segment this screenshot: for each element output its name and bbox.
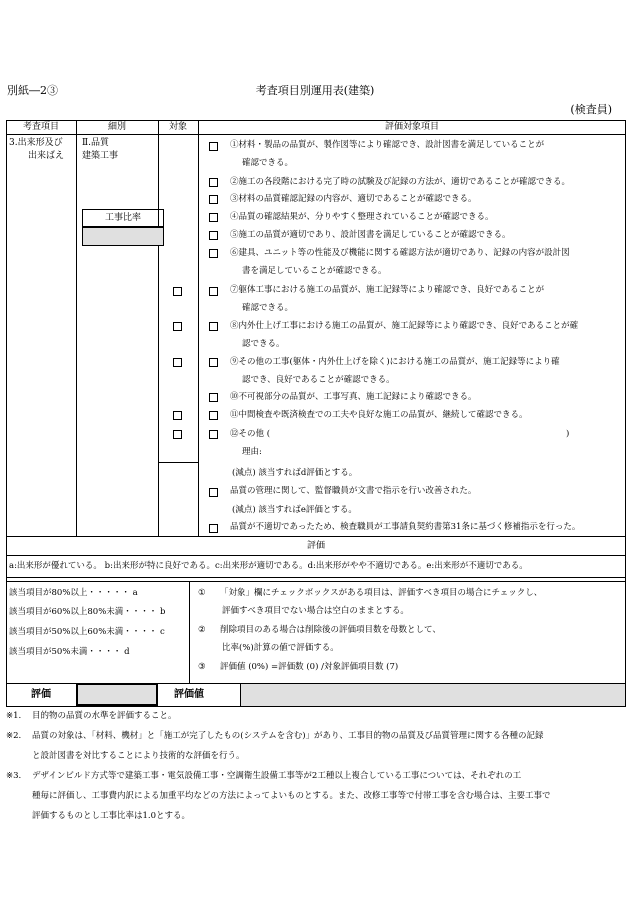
item-checkbox-12[interactable] <box>209 430 218 439</box>
criteria-b: 該当項目が60%以上80%未満・・・・ b <box>9 607 166 617</box>
target-checkbox-9[interactable] <box>173 358 182 367</box>
deduction-d-item: 品質の管理に関して、監督職員が文書で指示を行い改善された。 <box>230 486 477 496</box>
grade-value-label: 評価値 <box>174 689 204 700</box>
item-8-line2: 認できる。 <box>242 339 285 349</box>
target-checkbox-7[interactable] <box>173 287 182 296</box>
role-label: (検査員) <box>570 103 612 116</box>
target-checkbox-11[interactable] <box>173 411 182 420</box>
note-2-num: ※2. <box>6 731 22 741</box>
rule-2-num: ② <box>198 625 206 635</box>
item-3: ③材料の品質確認記録の内容が、適切であることが確認できる。 <box>230 194 477 204</box>
col-header-category: 考査項目 <box>22 122 59 132</box>
criteria-d: 該当項目が50%未満・・・・ d <box>9 647 130 657</box>
ratio-label-box <box>82 209 164 227</box>
item-5: ⑤施工の品質が適切であり、設計図書を満足していることが確認できる。 <box>230 230 511 240</box>
note-1-line1: 目的物の品質の水準を評価すること。 <box>32 711 177 721</box>
item-checkbox-4[interactable] <box>209 213 218 222</box>
item-checkbox-10[interactable] <box>209 393 218 402</box>
item-9-line2: 認でき、良好であることが確認できる。 <box>242 375 395 385</box>
item-checkbox-3[interactable] <box>209 195 218 204</box>
item-checkbox-1[interactable] <box>209 142 218 151</box>
grade-value-input[interactable] <box>241 684 625 706</box>
note-3-line3: 評価するものとし工事比率は1.0とする。 <box>32 811 191 821</box>
item-checkbox-7[interactable] <box>209 287 218 296</box>
evaluation-heading: 評価 <box>306 541 325 551</box>
col-header-target: 対象 <box>168 122 187 132</box>
grade-label: 評価 <box>31 689 51 700</box>
notes-section <box>6 710 626 830</box>
ratio-label: 工事比率 <box>104 213 141 223</box>
item-12-close: ) <box>566 429 570 439</box>
item-12-other: ⑫その他 ( <box>230 429 271 439</box>
deduction-d-checkbox[interactable] <box>209 488 218 497</box>
reason-label: 理由: <box>242 447 262 457</box>
item-1-line2: 確認できる。 <box>242 158 294 168</box>
note-1-num: ※1. <box>6 711 22 721</box>
item-7-line1: ⑦躯体工事における施工の品質が、施工記録等により確認でき、良好であることが <box>230 285 545 295</box>
rule-3-line1: 評価値 (0%) =評価数 (0) /対象評価項目数 (7) <box>220 662 399 672</box>
attachment-label: 別紙―2③ <box>7 84 58 97</box>
item-checkbox-6[interactable] <box>209 249 218 258</box>
rule-1-line1: 「対象」欄にチェックボックスがある項目は、評価すべき項目の場合にチェックし、 <box>220 588 543 598</box>
rule-1-num: ① <box>198 588 206 598</box>
ratio-input[interactable] <box>82 227 164 246</box>
item-4: ④品質の確認結果が、分りやすく整理されていることが確認できる。 <box>230 212 494 222</box>
item-8-line1: ⑧内外仕上げ工事における施工の品質が、施工記録等により確認でき、良好であることが確 <box>230 321 579 331</box>
rule-1-line2: 評価すべき項目でない場合は空白のままとする。 <box>222 606 409 616</box>
item-checkbox-5[interactable] <box>209 231 218 240</box>
subcategory-line2: 建築工事 <box>82 151 119 161</box>
deduction-e-checkbox[interactable] <box>209 524 218 533</box>
item-checkbox-11[interactable] <box>209 411 218 420</box>
deduction-e-note: (減点) 該当すればe評価とする。 <box>232 505 357 515</box>
col-header-items: 評価対象項目 <box>384 122 439 132</box>
target-checkbox-8[interactable] <box>173 322 182 331</box>
note-3-line1: デザインビルド方式等で建築工事・電気設備工事・空調衛生設備工事等が2工種以上複合している工事については、それぞれの工 <box>32 771 522 781</box>
rule-2-line1: 削除項目のある場合は削除後の評価項目数を母数として、 <box>220 625 441 635</box>
item-2: ②施工の各段階における完了時の試験及び記録の方法が、適切であることが確認できる。 <box>230 177 571 187</box>
criteria-c: 該当項目が50%以上60%未満・・・・ c <box>9 627 165 637</box>
rule-3-num: ③ <box>198 662 206 672</box>
item-11: ⑪中間検査や既済検査での工夫や良好な施工の品質が、継続して確認できる。 <box>230 410 528 420</box>
note-3-num: ※3. <box>6 771 22 781</box>
note-3-line2: 種毎に評価し、工事費内訳による加重平均などの方法によってよいものとする。また、改修工事等で付帯工事を含む場合は、主要工事で <box>32 791 551 801</box>
subcategory-line1: Ⅱ.品質 <box>82 138 109 148</box>
item-1-line1: ①材料・製品の品質が、製作図等により確認でき、設計図書を満足していることが <box>230 140 545 150</box>
deduction-d-note: (減点) 該当すればd評価とする。 <box>232 468 358 478</box>
item-6-line2: 書を満足していることが確認できる。 <box>242 266 387 276</box>
item-checkbox-2[interactable] <box>209 178 218 187</box>
target-checkbox-12[interactable] <box>173 430 182 439</box>
item-6-line1: ⑥建具、ユニット等の性能及び機能に関する確認方法が適切であり、記録の内容が設計図 <box>230 248 570 258</box>
item-9-line1: ⑨その他の工事(躯体・内外仕上げを除く)における施工の品質が、施工記録等により確 <box>230 357 560 367</box>
item-10: ⑩不可視部分の品質が、工事写真、施工記録により確認できる。 <box>230 392 477 402</box>
col-header-subcategory: 細別 <box>107 122 126 132</box>
evaluation-table <box>6 120 626 706</box>
item-checkbox-9[interactable] <box>209 358 218 367</box>
rule-2-line2: 比率(%)計算の値で評価する。 <box>222 643 339 653</box>
note-2-line1: 品質の対象は、「材料、機材」と「施工が完了したもの(システムを含む)」があり、工事目的物の品質及び品質管理に関する各種の記録 <box>32 731 544 741</box>
category-line2: 出来ばえ <box>28 151 65 161</box>
item-7-line2: 確認できる。 <box>242 303 294 313</box>
item-checkbox-8[interactable] <box>209 322 218 331</box>
deduction-e-item: 品質が不適切であったため、検査職員が工事請負契約書第31条に基づく修補指示を行った。 <box>230 522 581 532</box>
page-title: 考査項目別運用表(建築) <box>255 84 375 97</box>
criteria-a: 該当項目が80%以上・・・・・ a <box>9 588 138 598</box>
category-line1: 3.出来形及び <box>9 138 63 148</box>
note-2-line2: と設計図書を対比することにより技術的な評価を行う。 <box>32 751 245 761</box>
evaluation-scale: a:出来形が優れている。 b:出来形が特に良好である。c:出来形が適切である。d:出来形がやや不適切である。e:出来形が不適切である。 <box>9 561 528 571</box>
grade-input[interactable] <box>76 683 158 706</box>
